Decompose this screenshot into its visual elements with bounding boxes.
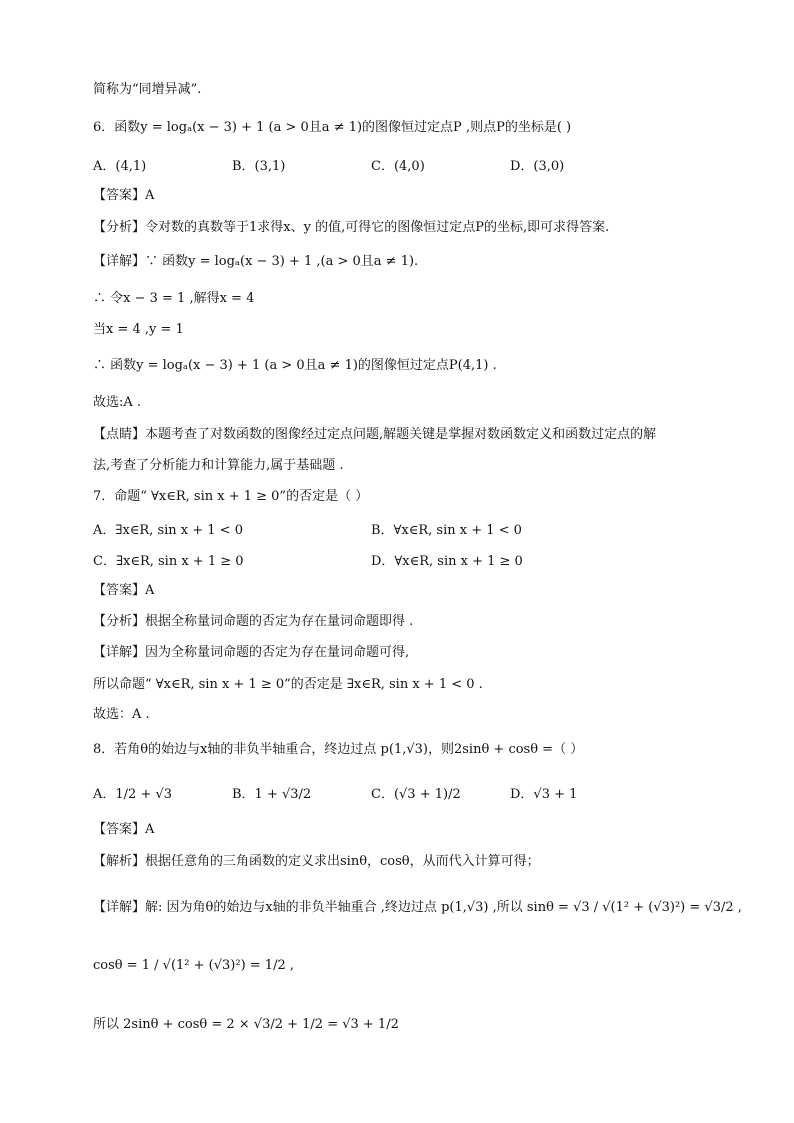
q8-option-a: A．1/2 + √3 (93, 787, 173, 802)
q7-option-a: A．∃x∈R, sin x + 1 < 0 (93, 523, 243, 538)
q7-option-b: B．∀x∈R, sin x + 1 < 0 (371, 523, 522, 538)
q7-choice: 故选：A . (93, 707, 150, 722)
q6-note-1: 【点睛】本题考查了对数函数的图像经过定点问题,解题关键是掌握对数函数定义和函数过定点的解 (93, 427, 657, 442)
q7-option-d: D．∀x∈R, sin x + 1 ≥ 0 (371, 554, 523, 569)
q7-analysis: 【分析】根据全称量词命题的否定为存在量词命题即得 . (93, 614, 414, 629)
q6-step-2: 当x = 4 ,y = 1 (93, 322, 184, 337)
q7-detail: 【详解】因为全称量词命题的否定为存在量词命题可得, (93, 645, 410, 660)
q7-step-1: 所以命题“ ∀x∈R, sin x + 1 ≥ 0”的否定是 ∃x∈R, sin x + 1 < 0 . (93, 677, 483, 692)
q6-option-c: C．(4,0) (371, 159, 425, 174)
q7-option-c: C．∃x∈R, sin x + 1 ≥ 0 (93, 554, 244, 569)
q6-option-b: B．(3,1) (232, 159, 286, 174)
q6-detail: 【详解】∵ 函数y = logₐ(x − 3) + 1 ,(a > 0且a ≠ 1). (93, 254, 419, 269)
question-8: 8．若角θ的始边与x轴的非负半轴重合，终边过点 p(1,√3)，则2sinθ + cosθ =（ ） (93, 742, 584, 757)
q6-option-d: D．(3,0) (510, 159, 565, 174)
q8-option-b: B．1 + √3/2 (232, 787, 312, 802)
q6-note-2: 法,考查了分析能力和计算能力,属于基础题 . (93, 458, 344, 473)
q6-analysis: 【分析】令对数的真数等于1求得x、y 的值,可得它的图像恒过定点P的坐标,即可求得答案. (93, 220, 610, 235)
q8-option-c: C．(√3 + 1)/2 (371, 787, 461, 802)
q7-answer: 【答案】A (93, 583, 155, 598)
question-6: 6．函数y = logₐ(x − 3) + 1 (a > 0且a ≠ 1)的图像恒过定点P ,则点P的坐标是( ) (93, 120, 572, 135)
q6-answer: 【答案】A (93, 188, 155, 203)
q8-final-line: 所以 2sinθ + cosθ = 2 × √3/2 + 1/2 = √3 + 1/2 (93, 1017, 399, 1032)
q8-option-d: D．√3 + 1 (510, 787, 578, 802)
q8-detail: 【详解】解: 因为角θ的始边与x轴的非负半轴重合 ,终边过点 p(1,√3) ,所以 sinθ = √3 / √(1² + (√3)²) = √3/2 , (93, 900, 742, 915)
q8-cos-line: cosθ = 1 / √(1² + (√3)²) = 1/2 , (93, 958, 294, 973)
q8-answer: 【答案】A (93, 822, 155, 837)
text-line: 简称为“同增异减”. (93, 82, 202, 97)
question-7: 7．命题“ ∀x∈R, sin x + 1 ≥ 0”的否定是（ ） (93, 489, 369, 504)
q8-solution: 【解析】根据任意角的三角函数的定义求出sinθ，cosθ，从而代入计算可得； (93, 854, 540, 869)
q6-option-a: A．(4,1) (93, 159, 147, 174)
q6-step-3: ∴ 函数y = logₐ(x − 3) + 1 (a > 0且a ≠ 1)的图像恒过定点P(4,1) . (93, 358, 497, 373)
q6-step-1: ∴ 令x − 3 = 1 ,解得x = 4 (93, 291, 255, 306)
q6-choice: 故选:A . (93, 395, 142, 410)
